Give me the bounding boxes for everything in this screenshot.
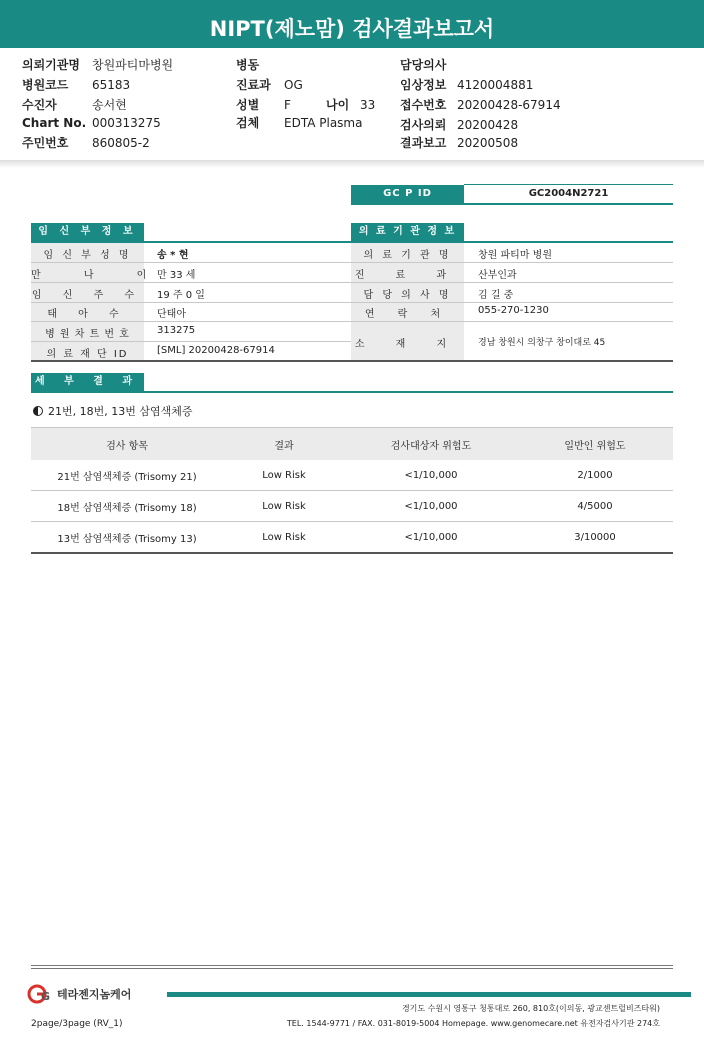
header-request-date: 검사의뢰 20200428 xyxy=(400,118,519,132)
pregnancy-name-label: 임 신 부 성 명 xyxy=(43,250,132,261)
gcp-id-label: GC P ID xyxy=(351,185,464,203)
row-divider xyxy=(31,282,353,283)
details-title: 세 부 결 과 xyxy=(31,373,144,391)
results-header-row xyxy=(31,428,673,461)
test-item: 21번 삼염색체증 (Trisomy 21) xyxy=(31,460,223,491)
pregnancy-age-label: 만 나 이 xyxy=(31,270,167,281)
row-divider xyxy=(351,321,673,322)
pregnancy-foundation-label: 의 료 재 단 ID xyxy=(46,349,129,360)
gcp-id-value: GC2004N2721 xyxy=(528,188,609,199)
institution-info-title: 의 료 기 관 정 보 xyxy=(351,223,464,241)
report-title: NIPT(제노맘) 검사결과보고서 xyxy=(0,0,704,48)
header-report-date: 결과보고 20200508 xyxy=(400,136,519,150)
pregnancy-fetus-label: 태 아 수 xyxy=(47,309,128,320)
header-resident-no: 주민번호 860805-2 xyxy=(22,136,150,150)
header-institution: 의뢰기관명 창원파티마병원 xyxy=(22,58,174,72)
header-specimen: 검체 EDTA Plasma xyxy=(236,116,363,130)
header-chart-no: Chart No. 000313275 xyxy=(22,116,161,130)
row-divider xyxy=(351,262,673,263)
row-divider xyxy=(351,302,673,303)
header-patient: 수진자 송서현 xyxy=(22,98,127,112)
table-row xyxy=(31,460,673,491)
pregnancy-fetus-value: 단태아 xyxy=(157,309,186,320)
general-risk: 4/5000 xyxy=(517,491,673,522)
footer-contact: TEL. 1544-9771 / FAX. 031-8019-5004 Homepage. www.genomecare.net 유전자검사기관 274호 xyxy=(286,1019,660,1028)
institution-name-value: 창원 파티마 병원 xyxy=(478,250,552,261)
footer-line-top xyxy=(31,965,673,966)
subject-risk: <1/10,000 xyxy=(345,522,517,554)
institution-doctor-label: 담 당 의 사 명 xyxy=(363,290,452,301)
col-general-risk: 일반인 위험도 xyxy=(517,428,673,461)
row-divider xyxy=(351,282,673,283)
footer-accent-bar xyxy=(167,992,691,997)
pregnancy-name-value: 송 * 현 xyxy=(157,250,189,261)
row-divider xyxy=(31,302,353,303)
institution-dept-label: 진 료 과 xyxy=(354,270,461,281)
table-row xyxy=(31,522,673,554)
general-risk: 3/10000 xyxy=(517,522,673,554)
institution-contact-value: 055-270-1230 xyxy=(478,305,549,316)
institution-address-label: 소 재 지 xyxy=(354,339,461,350)
details-subtitle: 21번, 18번, 13번 삼염색체증 xyxy=(33,403,192,419)
row-divider xyxy=(31,321,353,322)
table-row xyxy=(31,491,673,522)
institution-address-value: 경남 창원시 의창구 창이대로 45 xyxy=(478,338,606,348)
result: Low Risk xyxy=(223,522,345,554)
details-title-line xyxy=(31,391,673,393)
pregnancy-bottom-line xyxy=(31,360,353,362)
half-circle-icon xyxy=(33,406,43,416)
results-table xyxy=(31,427,673,554)
footer-line-bottom xyxy=(31,968,673,969)
logo-mark-icon xyxy=(27,984,57,1004)
subject-risk: <1/10,000 xyxy=(345,460,517,491)
header-department: 진료과 OG xyxy=(236,78,303,92)
page-number: 2page/3page (RV_1) xyxy=(31,1019,123,1029)
row-divider xyxy=(31,341,353,342)
pregnancy-weeks-value: 19 주 0 일 xyxy=(157,290,205,301)
pregnancy-chart-value: 313275 xyxy=(157,325,196,336)
header-receipt-no: 접수번호 20200428-67914 xyxy=(400,98,561,112)
col-subject-risk: 검사대상자 위험도 xyxy=(345,428,517,461)
pregnancy-age-value: 만 33 세 xyxy=(157,270,196,281)
header-hospital-code: 병원코드 65183 xyxy=(22,78,131,92)
test-item: 13번 삼염색체증 (Trisomy 13) xyxy=(31,522,223,554)
institution-doctor-value: 김 길 중 xyxy=(478,290,514,301)
header-divider xyxy=(0,160,704,168)
pregnancy-weeks-label: 임 신 주 수 xyxy=(31,290,144,301)
institution-dept-value: 산부인과 xyxy=(478,270,517,281)
header-sex: 성별 F xyxy=(236,98,291,112)
gcp-top-line xyxy=(464,184,673,185)
institution-bottom-line xyxy=(351,360,673,362)
col-test-item: 검사 항목 xyxy=(31,428,223,461)
result: Low Risk xyxy=(223,491,345,522)
pregnancy-foundation-value: [SML] 20200428-67914 xyxy=(157,345,275,356)
test-item: 18번 삼염색체증 (Trisomy 18) xyxy=(31,491,223,522)
header-clinical-info: 임상정보 4120004881 xyxy=(400,78,534,92)
header-ward: 병동 xyxy=(236,58,260,72)
col-result: 결과 xyxy=(223,428,345,461)
footer-address: 경기도 수원시 영통구 청통대로 260, 810호(이의동, 광교센트럴비즈타워) xyxy=(401,1004,660,1013)
header-age: 나이 33 xyxy=(326,98,376,112)
institution-contact-label: 연 락 처 xyxy=(364,309,451,320)
pregnancy-chart-label: 병 원 차 트 번 호 xyxy=(45,329,130,340)
institution-name-label: 의 료 기 관 명 xyxy=(363,250,452,261)
svg-text:G: G xyxy=(41,990,51,1003)
header-doctor: 담당의사 xyxy=(400,58,447,72)
result: Low Risk xyxy=(223,460,345,491)
subject-risk: <1/10,000 xyxy=(345,491,517,522)
general-risk: 2/1000 xyxy=(517,460,673,491)
company-name: 테라젠지놈케어 xyxy=(57,988,132,1001)
pregnancy-info-title: 임 신 부 정 보 xyxy=(31,223,144,241)
row-divider xyxy=(31,262,353,263)
gcp-bottom-line xyxy=(351,203,673,205)
